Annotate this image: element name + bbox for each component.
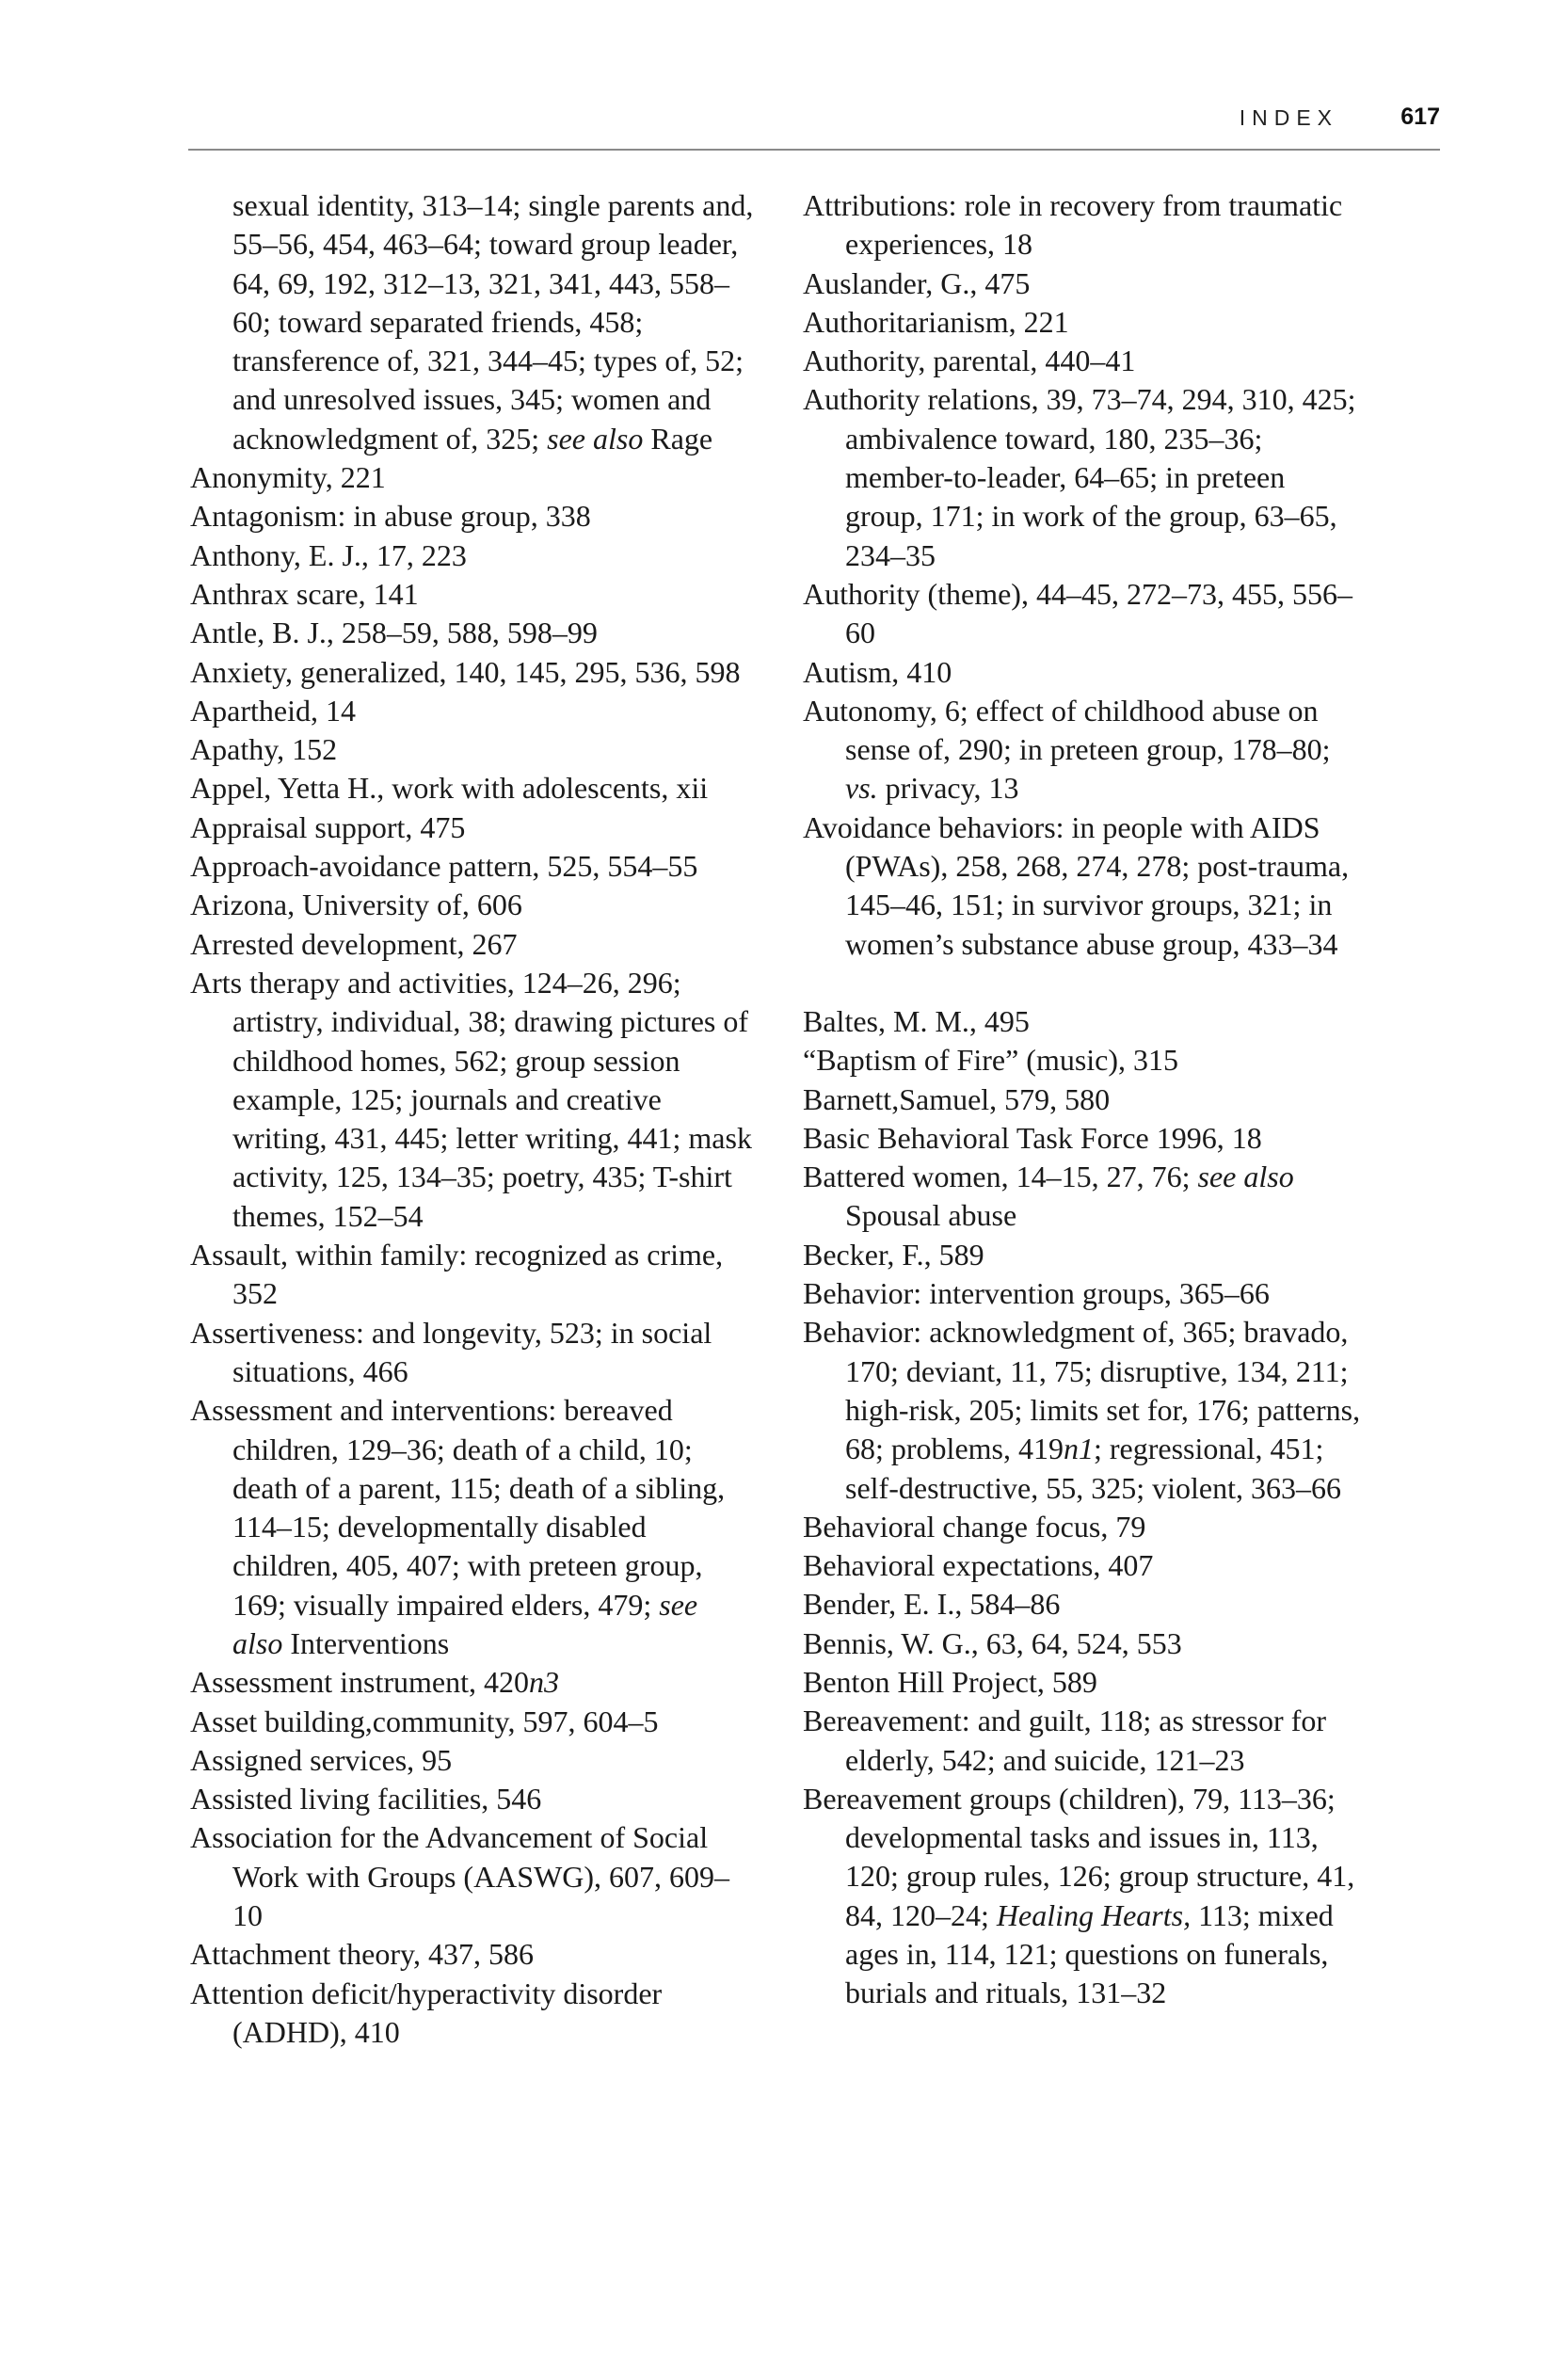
index-entry: Autism, 410: [803, 654, 952, 689]
index-entry: Apathy, 152: [190, 732, 338, 767]
index-entry: Appel, Yetta H., work with adolescents, xii: [190, 771, 709, 806]
letter-section-gap: [803, 964, 1368, 1002]
index-entry: Anonymity, 221: [190, 460, 386, 495]
index-entry: Appraisal support, 475: [190, 809, 466, 844]
index-entry: Anxiety, generalized, 140, 145, 295, 536, 598: [190, 654, 741, 689]
index-entry: Behavior: intervention groups, 365–66: [803, 1276, 1270, 1311]
index-entry: Bender, E. I., 584–86: [803, 1587, 1061, 1622]
index-entry: Apartheid, 14: [190, 693, 356, 728]
index-entry: Assessment and interventions: bereaved children, 129–36; death of a child, 10; death of a parent, 115; death of a sibling, 114–15; developmentally disabled children, 405, 407; with preteen group, 169; visually impaired elders, 479; see also Interventions: [190, 1393, 726, 1660]
index-entry: Bereavement groups (children), 79, 113–36; developmental tasks and issues in, 113, 120; group rules, 126; group structure, 41, 84, 120–24; Healing Hearts, 113; mixed ages in, 114, 121; questions on funerals, burials and rituals, 131–32: [803, 1781, 1355, 2010]
index-entry: Assertiveness: and longevity, 523; in social situations, 466: [190, 1315, 712, 1388]
index-entry: Benton Hill Project, 589: [803, 1664, 1097, 1699]
index-entry: Behavioral expectations, 407: [803, 1548, 1154, 1583]
running-head: [188, 105, 1440, 151]
running-head-title: INDEX: [1239, 105, 1338, 130]
index-entry: Assessment instrument, 420n3: [190, 1665, 559, 1700]
index-entry: Authority relations, 39, 73–74, 294, 310, 425; ambivalence toward, 180, 235–36; member-to-leader, 64–65; in preteen group, 171; in work of the group, 63–65, 234–35: [803, 382, 1356, 572]
index-entry: Attachment theory, 437, 586: [190, 1937, 534, 1972]
index-entry: Assigned services, 95: [190, 1742, 453, 1777]
index-entry: Asset building,community, 597, 604–5: [190, 1704, 659, 1738]
index-entry: Behavioral change focus, 79: [803, 1509, 1146, 1544]
index-entry: Arts therapy and activities, 124–26, 296; artistry, individual, 38; drawing pictures of childhood homes, 562; group session example, 125; journals and creative writing, 431, 445; letter writing, 441; mask activity, 125, 134–35; poetry, 435; T-shirt themes, 152–54: [190, 965, 752, 1233]
page-number: 617: [1400, 104, 1440, 130]
index-entry: Authority (theme), 44–45, 272–73, 455, 556–60: [803, 576, 1352, 650]
index-entry: Assisted living facilities, 546: [190, 1782, 542, 1816]
index-entry: Arizona, University of, 606: [190, 888, 522, 922]
index-entry: Authority, parental, 440–41: [803, 344, 1136, 378]
index-entry: Barnett,Samuel, 579, 580: [803, 1081, 1111, 1116]
index-entry: “Baptism of Fire” (music), 315: [803, 1043, 1179, 1078]
index-entry: Anthony, E. J., 17, 223: [190, 537, 467, 572]
index-entry: Baltes, M. M., 495: [803, 1003, 1030, 1038]
index-entry: Becker, F., 589: [803, 1237, 984, 1272]
index-entry-continuation: sexual identity, 313–14; single parents and, 55–56, 454, 463–64; toward group leader, 64, 69, 192, 312–13, 321, 341, 443, 558–60; toward separated friends, 458; transference of, 321, 344–45; types of, 52; and unresolved issues, 345; women and acknowledgment of, 325; see also Rage: [232, 188, 754, 456]
index-column-left: [190, 186, 755, 2052]
index-entry: Antagonism: in abuse group, 338: [190, 499, 591, 534]
index-entry: Antle, B. J., 258–59, 588, 598–99: [190, 616, 598, 650]
index-entry: Autonomy, 6; effect of childhood abuse on sense of, 290; in preteen group, 178–80; vs. privacy, 13: [803, 693, 1331, 806]
index-entry: Bennis, W. G., 63, 64, 524, 553: [803, 1625, 1182, 1660]
index-entry: Auslander, G., 475: [803, 265, 1031, 300]
index-entry: Arrested development, 267: [190, 926, 518, 961]
index-entry: Association for the Advancement of Social Work with Groups (AASWG), 607, 609–10: [190, 1820, 730, 1933]
index-entry: Attributions: role in recovery from traumatic experiences, 18: [803, 188, 1343, 262]
index-entry: Assault, within family: recognized as crime, 352: [190, 1238, 724, 1311]
index-entry: Bereavement: and guilt, 118; as stressor for elderly, 542; and suicide, 121–23: [803, 1704, 1326, 1777]
index-entry: Behavior: acknowledgment of, 365; bravado, 170; deviant, 11, 75; disruptive, 134, 211; high-risk, 205; limits set for, 176; patterns, 68; problems, 419n1; regressional, 451; self-destructive, 55, 325; violent, 363–66: [803, 1315, 1361, 1505]
index-column-right: [803, 186, 1368, 2013]
index-entry: Basic Behavioral Task Force 1996, 18: [803, 1120, 1262, 1155]
index-entry: Attention deficit/hyperactivity disorder (ADHD), 410: [190, 1976, 663, 2049]
index-entry: Anthrax scare, 141: [190, 576, 419, 611]
index-entry: Authoritarianism, 221: [803, 304, 1069, 339]
index-entry: Approach-avoidance pattern, 525, 554–55: [190, 849, 698, 884]
index-entry: Battered women, 14–15, 27, 76; see also Spousal abuse: [803, 1160, 1294, 1233]
index-entry: Avoidance behaviors: in people with AIDS (PWAs), 258, 268, 274, 278; post-trauma, 145–46, 151; in survivor groups, 321; in women’s substance abuse group, 433–34: [803, 809, 1350, 961]
